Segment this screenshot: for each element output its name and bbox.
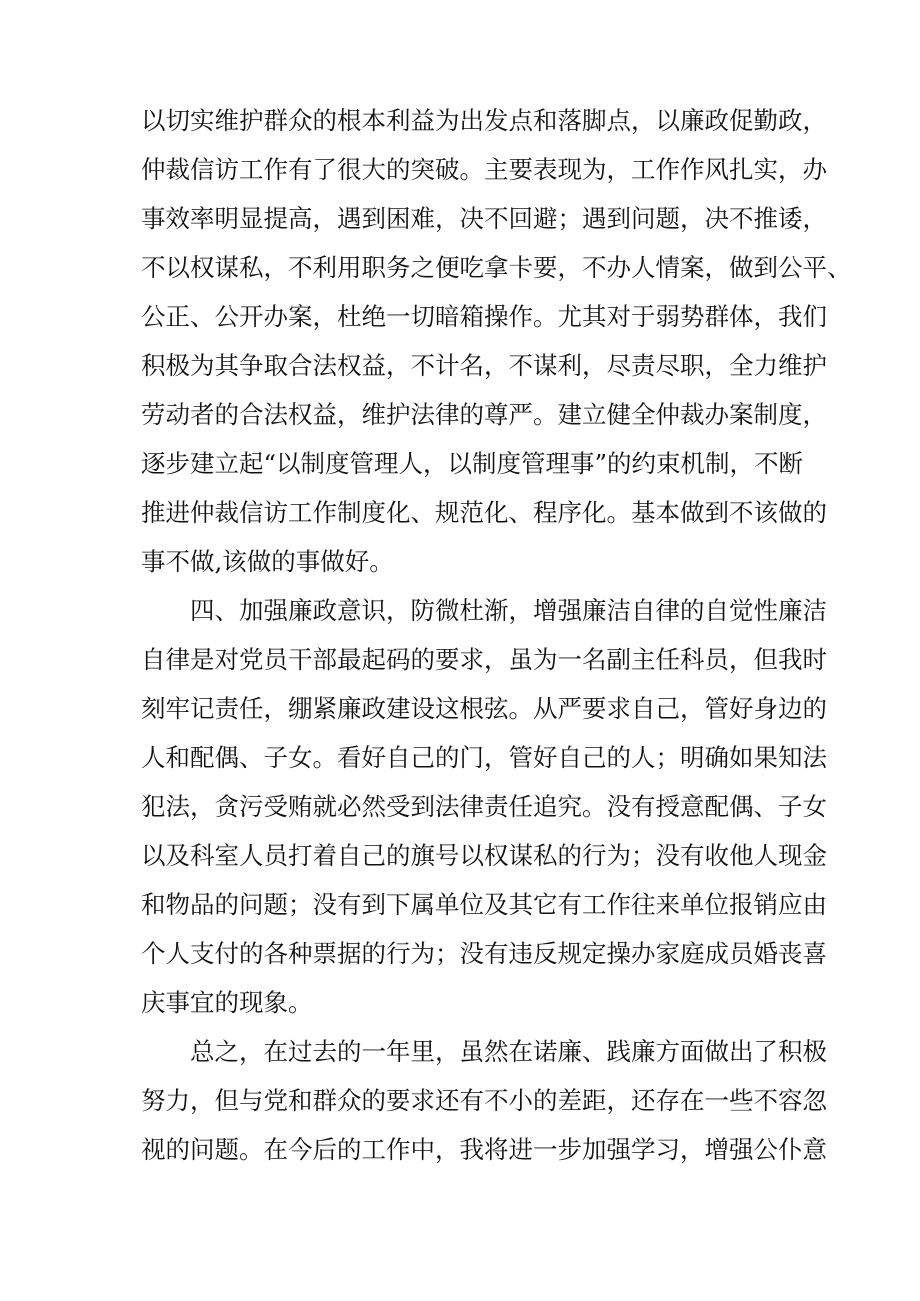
text-line: 四、加强廉政意识，防微杜渐，增强廉洁自律的自觉性廉洁 bbox=[190, 596, 827, 625]
text-line: 和物品的问题；没有到下属单位及其它有工作往来单位报销应由 bbox=[141, 890, 827, 919]
text-line: 个人支付的各种票据的行为；没有违反规定操办家庭成员婚丧喜 bbox=[141, 939, 827, 968]
text-line: 事效率明显提高，遇到困难，决不回避；遇到问题，决不推诿， bbox=[141, 204, 827, 233]
text-line: 仲裁信访工作有了很大的突破。主要表现为，工作作风扎实，办 bbox=[141, 155, 827, 184]
text-line: 刻牢记责任，绷紧廉政建设这根弦。从严要求自己，管好身边的 bbox=[141, 694, 827, 723]
text-line: 不以权谋私，不利用职务之便吃拿卡要，不办人情案，做到公平、 bbox=[141, 253, 852, 282]
text-line: 逐步建立起“以制度管理人，以制度管理事”的约束机制，不断 bbox=[141, 449, 804, 478]
text-line: 事不做,该做的事做好。 bbox=[141, 547, 394, 576]
text-line: 公正、公开办案，杜绝一切暗箱操作。尤其对于弱势群体，我们 bbox=[141, 302, 827, 331]
text-line: 庆事宜的现象。 bbox=[141, 988, 313, 1017]
text-line: 总之，在过去的一年里，虽然在诺廉、践廉方面做出了积极 bbox=[190, 1037, 827, 1066]
text-line: 犯法，贪污受贿就必然受到法律责任追究。没有授意配偶、子女 bbox=[141, 792, 827, 821]
text-line: 努力，但与党和群众的要求还有不小的差距，还存在一些不容忽 bbox=[141, 1086, 827, 1115]
text-line: 积极为其争取合法权益，不计名，不谋利，尽责尽职，全力维护 bbox=[141, 351, 827, 380]
text-line: 人和配偶、子女。看好自己的门，管好自己的人；明确如果知法 bbox=[141, 743, 827, 772]
text-line: 自律是对党员干部最起码的要求，虽为一名副主任科员，但我时 bbox=[141, 645, 827, 674]
text-line: 以切实维护群众的根本利益为出发点和落脚点，以廉政促勤政， bbox=[141, 106, 827, 135]
text-line: 推进仲裁信访工作制度化、规范化、程序化。基本做到不该做的 bbox=[141, 498, 827, 527]
text-line: 以及科室人员打着自己的旗号以权谋私的行为；没有收他人现金 bbox=[141, 841, 827, 870]
text-line: 视的问题。在今后的工作中，我将进一步加强学习，增强公仆意 bbox=[141, 1135, 827, 1164]
text-line: 劳动者的合法权益，维护法律的尊严。建立健全仲裁办案制度， bbox=[141, 400, 827, 429]
